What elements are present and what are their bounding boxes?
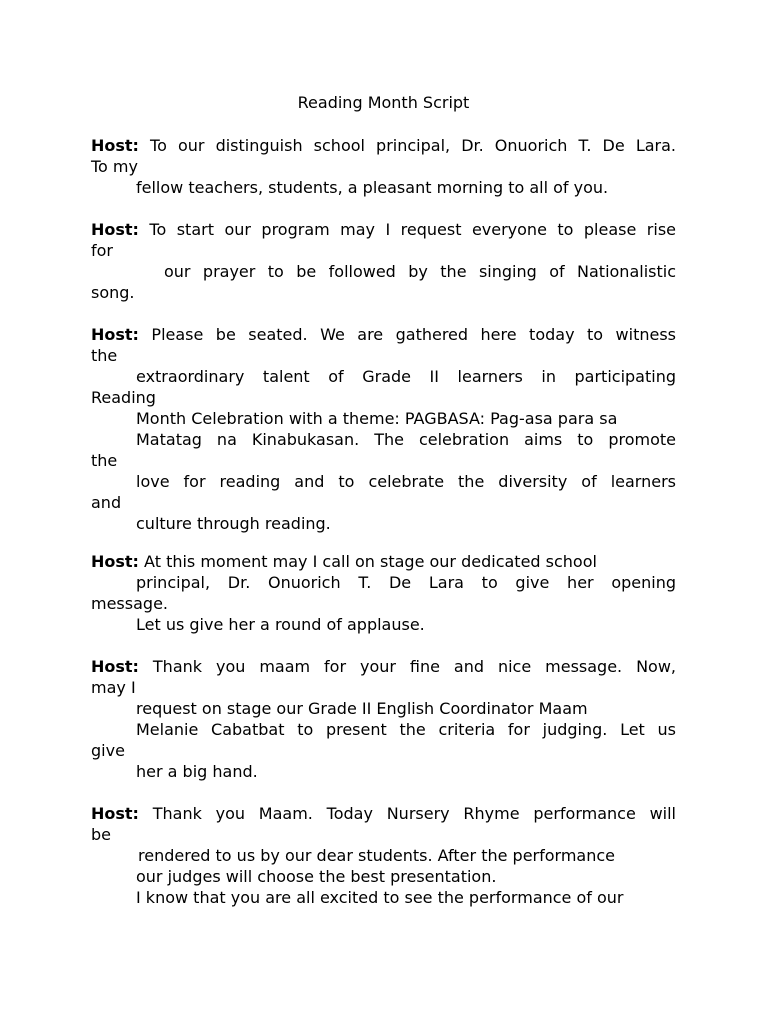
host-label: Host: [91, 220, 139, 239]
line: Reading [91, 388, 156, 407]
host-label: Host: [91, 325, 139, 344]
line: Matatag na Kinabukasan. The celebration aims to promote [136, 430, 676, 449]
host-paragraph-4 [91, 551, 676, 635]
line: Melanie Cabatbat to present the criteria for judging. Let us [136, 720, 676, 739]
line: her a big hand. [136, 762, 258, 781]
line: give [91, 741, 125, 760]
line: Host: At this moment may I call on stage our dedicated school [91, 552, 597, 571]
line: be [91, 825, 111, 844]
document-title: Reading Month Script [297, 93, 470, 112]
host-paragraph-5 [91, 656, 676, 782]
line: Month Celebration with a theme: PAGBASA: Pag-asa para sa [136, 409, 618, 428]
line: our prayer to be followed by the singing of Nationalistic [164, 262, 676, 281]
line: Let us give her a round of applause. [136, 615, 425, 634]
line: rendered to us by our dear students. After the performance [138, 846, 615, 865]
line: culture through reading. [136, 514, 331, 533]
host-label: Host: [91, 552, 139, 571]
line: message. [91, 594, 168, 613]
host-paragraph-3 [91, 324, 676, 534]
line: Host: Thank you maam for your fine and nice message. Now, [91, 657, 676, 676]
line: I know that you are all excited to see the performance of our [136, 888, 624, 907]
host-paragraph-2 [91, 219, 676, 303]
line: Host: Please be seated. We are gathered here today to witness [91, 325, 676, 344]
line: our judges will choose the best presentation. [136, 867, 497, 886]
line: the [91, 451, 118, 470]
line: principal, Dr. Onuorich T. De Lara to give her opening [136, 573, 676, 592]
line: may I [91, 678, 136, 697]
line: song. [91, 283, 135, 302]
host-label: Host: [91, 804, 139, 823]
line: fellow teachers, students, a pleasant morning to all of you. [136, 178, 609, 197]
line: for [91, 241, 113, 260]
line: To my [91, 157, 138, 176]
host-label: Host: [91, 657, 139, 676]
host-paragraph-1 [91, 135, 676, 198]
line: love for reading and to celebrate the diversity of learners [136, 472, 676, 491]
host-label: Host: [91, 136, 139, 155]
line: Host: Thank you Maam. Today Nursery Rhyme performance will [91, 804, 676, 823]
line: extraordinary talent of Grade II learners in participating [136, 367, 676, 386]
host-paragraph-6 [91, 803, 676, 908]
line: Host: To our distinguish school principal, Dr. Onuorich T. De Lara. [91, 136, 676, 155]
line: Host: To start our program may I request everyone to please rise [91, 220, 676, 239]
line: and [91, 493, 122, 512]
line: the [91, 346, 118, 365]
line: request on stage our Grade II English Coordinator Maam [136, 699, 588, 718]
